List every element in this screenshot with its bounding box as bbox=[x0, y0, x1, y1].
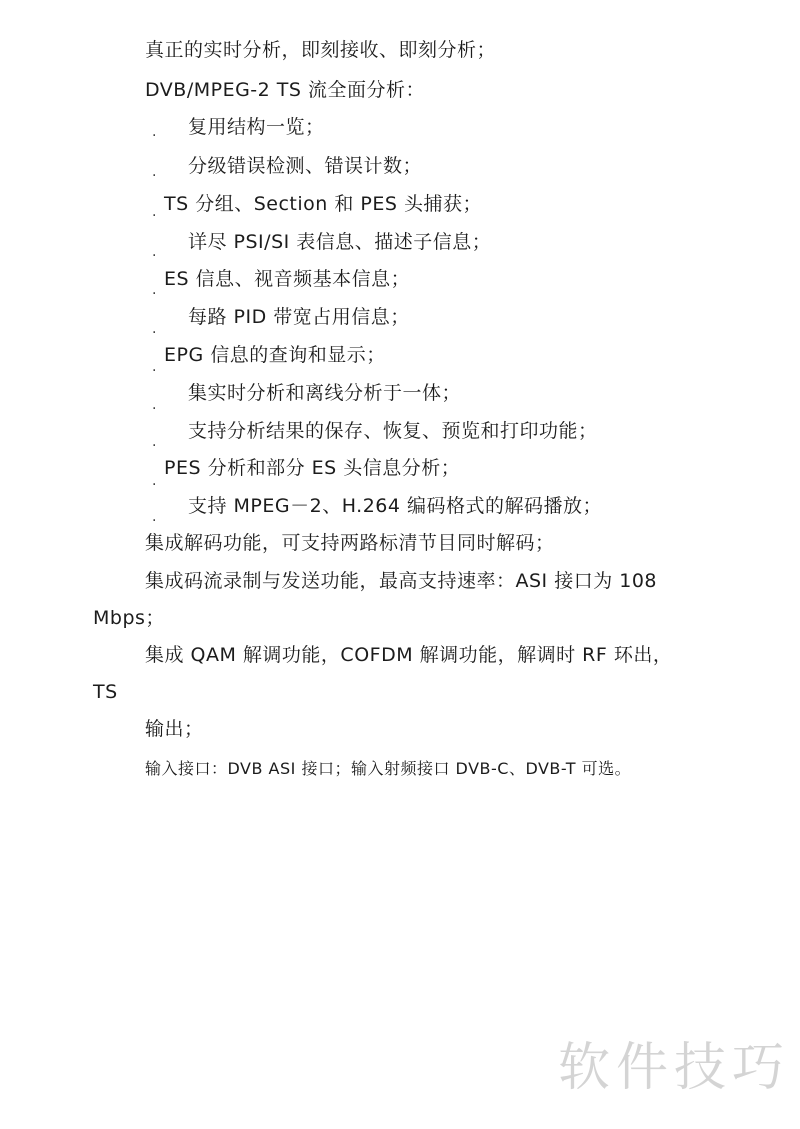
text-line-9: EPG 信息的查询和显示； bbox=[164, 344, 386, 366]
bullet-dot-6: . bbox=[152, 321, 157, 337]
bullet-dot-3: . bbox=[152, 204, 157, 220]
text-line-17: 集成 QAM 解调功能，COFDM 解调功能，解调时 RF 环出， bbox=[145, 644, 673, 666]
bullet-dot-11: . bbox=[152, 509, 157, 525]
text-line-2: DVB/MPEG-2 TS 流全面分析： bbox=[145, 79, 425, 101]
text-line-13: 支持 MPEG－2、H.264 编码格式的解码播放； bbox=[188, 495, 603, 517]
bullet-dot-7: . bbox=[152, 359, 157, 375]
text-line-4: 分级错误检测、错误计数； bbox=[188, 155, 423, 177]
watermark-text: 软件技巧 bbox=[557, 1038, 790, 1098]
text-line-12: PES 分析和部分 ES 头信息分析； bbox=[164, 457, 461, 479]
text-line-8: 每路 PID 带宽占用信息； bbox=[188, 306, 410, 328]
bullet-dot-10: . bbox=[152, 473, 157, 489]
bullet-dot-1: . bbox=[152, 124, 157, 140]
text-line-14: 集成解码功能，可支持两路标清节目同时解码； bbox=[145, 532, 555, 554]
bullet-dot-8: . bbox=[152, 397, 157, 413]
text-line-3: 复用结构一览； bbox=[188, 116, 325, 138]
text-line-16: Mbps； bbox=[93, 607, 165, 629]
text-line-18: TS bbox=[93, 681, 118, 703]
text-line-10: 集实时分析和离线分析于一体； bbox=[188, 382, 462, 404]
text-line-7: ES 信息、视音频基本信息； bbox=[164, 268, 411, 290]
text-line-15: 集成码流录制与发送功能，最高支持速率：ASI 接口为 108 bbox=[145, 570, 658, 592]
text-line-20: 输入接口：DVB ASI 接口；输入射频接口 DVB-C、DVB-T 可选。 bbox=[145, 759, 632, 778]
text-line-5: TS 分组、Section 和 PES 头捕获； bbox=[164, 193, 482, 215]
bullet-dot-9: . bbox=[152, 434, 157, 450]
text-line-19: 输出； bbox=[145, 718, 204, 740]
bullet-dot-2: . bbox=[152, 164, 157, 180]
bullet-dot-4: . bbox=[152, 244, 157, 260]
bullet-dot-5: . bbox=[152, 282, 157, 298]
text-line-6: 详尽 PSI/SI 表信息、描述子信息； bbox=[188, 231, 492, 253]
text-line-1: 真正的实时分析，即刻接收、即刻分析； bbox=[145, 39, 497, 61]
text-line-11: 支持分析结果的保存、恢复、预览和打印功能； bbox=[188, 420, 598, 442]
